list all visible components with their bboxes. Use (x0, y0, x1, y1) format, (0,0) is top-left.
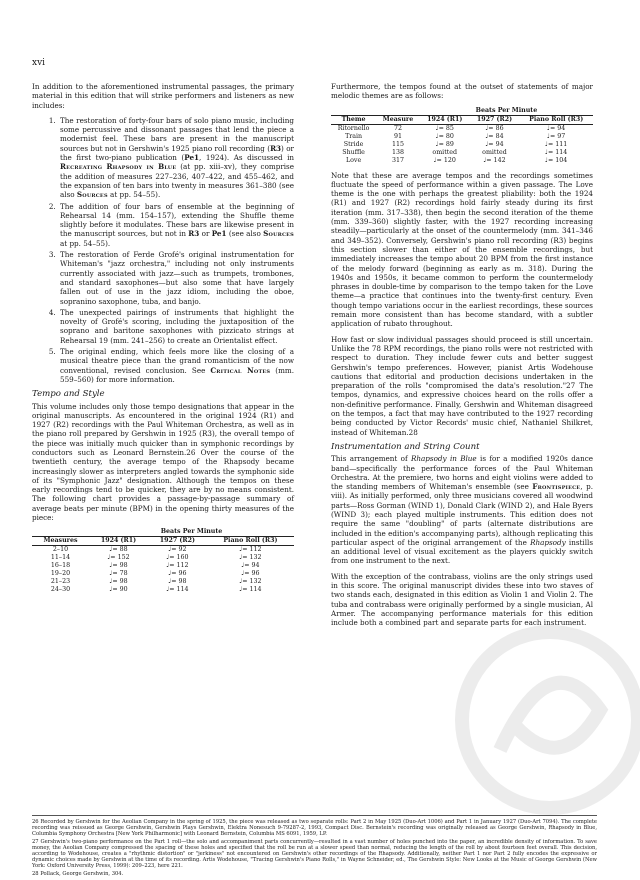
watermark-logo-icon (440, 600, 640, 830)
table-row (331, 141, 593, 149)
table-header: 1924 (R1) (89, 537, 148, 546)
table-row (331, 157, 593, 165)
table-header: Theme (331, 115, 376, 124)
table-row (32, 546, 294, 555)
table-header: 1927 (R2) (470, 115, 520, 124)
table-cell: omitted (432, 148, 458, 156)
table-cell: ♩= 114 (166, 586, 189, 594)
table-cell: ♩= 96 (241, 570, 260, 578)
table-header: 1924 (R1) (420, 115, 470, 124)
table-cell: 24–30 (50, 586, 71, 594)
table-header: Piano Roll (R3) (519, 115, 593, 124)
table-cell: ♩= 89 (435, 140, 454, 148)
love-theme-paragraph: Note that these are average tempos and the recordings sometimes fluctuate the speed of performance within a given passage. The Love theme is the one with perhaps the greatest pliability: both the 1924 (R1) and 1927 (R2) recordings hold fairly steady during its first iteration (mm. 317–338), then begin the second iteration of the theme (mm. 339–360) slightly faster, with the 1927 recording increasing steadily—particularly at the onset of the countermelody (mm. 341–346 and 349–352). Conversely, Gershwin's piano roll recording (R3) begins this section slower than either of the ensemble recordings, but immediately increases the tempo about 20 BPM from the first instance of the melody forward (beginning as early as m. 318). During the 1940s and 1950s, it became common to perform the countermelody phrases in double-time by comparison to the tempo taken for the Love theme—a practice that continues into the twenty-first century. Even though tempo variations occur in the earliest recordings, these sources remain more consistent than has become standard, with a subtler application of rubato throughout. (331, 170, 593, 329)
table-cell: ♩= 120 (433, 156, 456, 164)
table-cell: 16–18 (50, 562, 71, 570)
table-cell: ♩= 94 (241, 562, 260, 570)
table-cell: ♩= 152 (107, 554, 130, 562)
table-cell: ♩= 80 (435, 132, 454, 140)
table-cell: ♩= 86 (485, 124, 504, 132)
themes-tempo-table (331, 107, 593, 165)
table-cell: ♩= 96 (168, 570, 187, 578)
table-group-header: Beats Per Minute (89, 528, 294, 537)
instrumentation-paragraph: This arrangement of Rhapsody in Blue is for a modified 1920s dance band—specifically the performance forces of the Paul Whiteman Orchestra. At the premiere, two horns and eight violins were added to the standing members of Whiteman's ensemble (see Frontispiece, p. viii). As initially performed, only three musicians covered all woodwind parts—Ross Gorman (WIND 1), Donald Clark (WIND 2), and Hale Byers (WIND 3); each played multiple instruments. This edition does not require the same "doubling" of parts (alternate distributions are included in the edition's accompanying parts), although replicating this particular aspect of the original arrangement of the Rhapsody instills an additional level of visual excitement as the players quickly switch from one instrument to the next. (331, 454, 594, 566)
table-row (32, 570, 294, 578)
table-cell: Ritornello (337, 124, 370, 132)
table-cell: ♩= 98 (109, 578, 128, 586)
table-cell: ♩= 88 (109, 546, 128, 554)
table-cell: ♩= 84 (485, 132, 504, 140)
table-row (331, 133, 593, 141)
left-column (32, 82, 294, 600)
string-count-paragraph: With the exception of the contrabass, violins are the only strings used in this score. The original manuscript divides these into two staves of two stands each, designated in this edition as Violin 1 and Violin 2. The tuba and contrabass were originally performed by a single musician, Al Armer. The accompanying performance materials for this edition include both a combined part and separate parts for each instrument. (331, 571, 593, 628)
list-item: 5. The original ending, which feels more like the closing of a musical theatre piece than the grand romanticism of the now conventional, revised conclusion. See Critical Notes (mm. 559–560) for more information. (58, 347, 294, 384)
new-material-list (32, 116, 294, 384)
table-cell: ♩= 112 (239, 546, 262, 554)
table-cell: 91 (394, 132, 403, 140)
table-cell: ♩= 92 (168, 546, 187, 554)
table-cell: ♩= 94 (547, 124, 566, 132)
table-row (32, 578, 294, 586)
table-cell: ♩= 111 (545, 140, 568, 148)
table-row (331, 149, 593, 157)
table-cell: ♩= 104 (545, 156, 568, 164)
intro-paragraph: In addition to the aforementioned instrumental passages, the primary material in this edition that will strike performers and listeners as new includes: (32, 82, 294, 110)
list-item: 3. The restoration of Ferde Grofé's original instrumentation for Whiteman's "jazz orchestra," including not only instruments currently associated with jazz—such as trumpets, trombones, and standard saxophones—but also some that have largely fallen out of use in the jazz idiom, including the oboe, sopranino saxophone, tuba, and banjo. (58, 250, 294, 306)
table-cell: ♩= 97 (547, 132, 566, 140)
section-heading-instrumentation: Instrumentation and String Count (331, 441, 480, 452)
table-row (32, 562, 294, 570)
list-item: 2. The addition of four bars of ensemble at the beginning of Rehearsal 14 (mm. 154–157), extending the Shuffle theme slightly before it modulates. These bars are likewise present in the manuscript sources, but not in R3 or Pe1 (see also Sources at pp. 54–55). (58, 202, 294, 248)
table-cell: ♩= 98 (168, 578, 187, 586)
table-cell: ♩= 78 (109, 570, 128, 578)
table-header: 1927 (R2) (148, 537, 207, 546)
table-cell: ♩= 132 (239, 578, 262, 586)
footnotes (32, 815, 597, 878)
footnote: 27 Gershwin's two-piano performance on the Part 1 roll—the solo and accompaniment parts concurrently—resulted in a vast number of holes punched into the paper, an incredible density of information. To save money, the Aeolian Company compressed the spacing of these holes and specified that the roll be run at a slower speed than normal, reducing the length of the roll by about fourteen feet overall. This decision, according to Wodehouse, creates a "rhythmic distortion" or "jerkiness" not encountered on Gershwin's other recordings of the Rhapsody. Additionally, neither Part 1 nor Part 2 fully encodes the expressive or dynamic choices made by Gershwin at the time of its recording. Artis Wodehouse, "Tracing Gershwin's Piano Rolls," in Wayne Schneider, ed., The Gershwin Style: New Looks at the Music of George Gershwin (New York: Oxford University Press, 1999): 209–223, here 221. (32, 838, 597, 870)
table-cell: 72 (394, 124, 403, 132)
table-cell: 11–14 (50, 554, 71, 562)
right-column (331, 82, 593, 634)
page-number: xvi (32, 58, 46, 68)
table-cell: ♩= 85 (435, 124, 454, 132)
table-cell: 19–20 (50, 570, 71, 578)
table-cell: Stride (343, 140, 364, 148)
table-header: Piano Roll (R3) (207, 537, 294, 546)
table-cell: omitted (482, 148, 507, 156)
table-cell: Love (345, 156, 362, 164)
table-cell: 115 (392, 140, 405, 148)
table-cell: Shuffle (342, 148, 365, 156)
piano-roll-paragraph: How fast or slow individual passages should proceed is still uncertain. Unlike the 78 RPM recordings, the piano rolls were not restricted with respect to duration. They include fewer cuts and better suggest Gershwin's tempo preferences. However, pianist Artis Wodehouse cautions that editorial and production decisions undertaken in the preparation of the rolls "compromised the data's resolution."27 The tempos, dynamics, and expressive choices heard on the rolls offer a non-definitive performance. Finally, Gershwin and Whiteman disagreed on the tempos, a fact that may have contributed to the 1927 recording being conducted by Victor Records' music chief, Nathaniel Shilkret, instead of Whiteman.28 (331, 334, 593, 437)
table-cell: 21–23 (50, 578, 71, 586)
table-cell: ♩= 160 (166, 554, 189, 562)
section-heading-tempo: Tempo and Style (32, 389, 105, 400)
table-cell: ♩= 132 (239, 554, 262, 562)
measures-tempo-table (32, 528, 294, 594)
intro-paragraph: Furthermore, the tempos found at the outset of statements of major melodic themes are as follows: (331, 82, 593, 101)
table-row (32, 554, 294, 562)
table-cell: ♩= 112 (166, 562, 189, 570)
table-group-header: Beats Per Minute (420, 107, 593, 116)
table-cell: ♩= 94 (485, 140, 504, 148)
footnote: 28 Pollack, George Gershwin, 304. (32, 870, 124, 877)
footnote: 26 Recorded by Gershwin for the Aeolian Company in the spring of 1925, the piece was released as two separate rolls: Part 2 in May 1925 (Duo-Art 1006) and Part 1 in January 1927 (Duo-Art 7094). The complete recording was reissued as George Gershwin, Gershwin Plays Gershwin, Elektra Nonesuch 9-79287-2, 1993, Compact Disc. Bernstein's recording was originally released as George Gershwin, Rhapsody in Blue, Columbia Symphony Orchestra [New York Philharmonic] with Leonard Bernstein, Columbia MS 6091, 1959, LP. (32, 819, 597, 838)
table-cell: ♩= 90 (109, 586, 128, 594)
table-cell: Train (345, 132, 363, 140)
table-cell: 2–10 (52, 546, 69, 554)
table-cell: ♩= 114 (239, 586, 262, 594)
table-cell: ♩= 114 (545, 148, 568, 156)
tempo-paragraph: This volume includes only those tempo designations that appear in the original manuscripts. As encountered in the original 1924 (R1) and 1927 (R2) recordings with the Paul Whiteman Orchestra, as well as in the piano roll prepared by Gershwin in 1925 (R3), the overall tempo of the piece was initially much quicker than in symphonic recordings by conductors such as Leonard Bernstein.26 Over the course of the twentieth century, the average tempo of the Rhapsody became increasingly slower as interpreters angled towards the symphonic side of its "Symphonic Jazz" designation. Although the tempos on these early recordings tend to be quicker, they are by no means consistent. The following chart provides a passage-by-passage summary of average beats per minute (BPM) in the opening thirty measures of the piece: (32, 401, 294, 523)
table-header: Measures (32, 537, 89, 546)
table-header: Measure (376, 115, 420, 124)
table-row (32, 586, 294, 594)
table-cell: ♩= 142 (483, 156, 506, 164)
table-cell: 138 (392, 148, 405, 156)
table-row (331, 124, 593, 133)
table-cell: 317 (392, 156, 405, 164)
list-item: 4. The unexpected pairings of instruments that highlight the novelty of Grofé's scoring, including the juxtaposition of the soprano and baritone saxophones with pizzicato strings at Rehearsal 19 (mm. 241–256) to create an Orientalist effect. (58, 308, 294, 345)
table-cell: ♩= 98 (109, 562, 128, 570)
list-item: 1. The restoration of forty-four bars of solo piano music, including some percussive and dissonant passages that lend the piece a modernist feel. These bars are present in the manuscript sources but not in Gershwin's 1925 piano roll recording (R3) or the first two-piano publication (Pe1, 1924). As discussed in Recreating Rhapsody in Blue (at pp. xiii–xv), they comprise the addition of measures 227–236, 407–422, and 455–462, and the expansion of ten bars into twenty in measures 361–380 (see also Sources at pp. 54–55). (58, 116, 294, 200)
